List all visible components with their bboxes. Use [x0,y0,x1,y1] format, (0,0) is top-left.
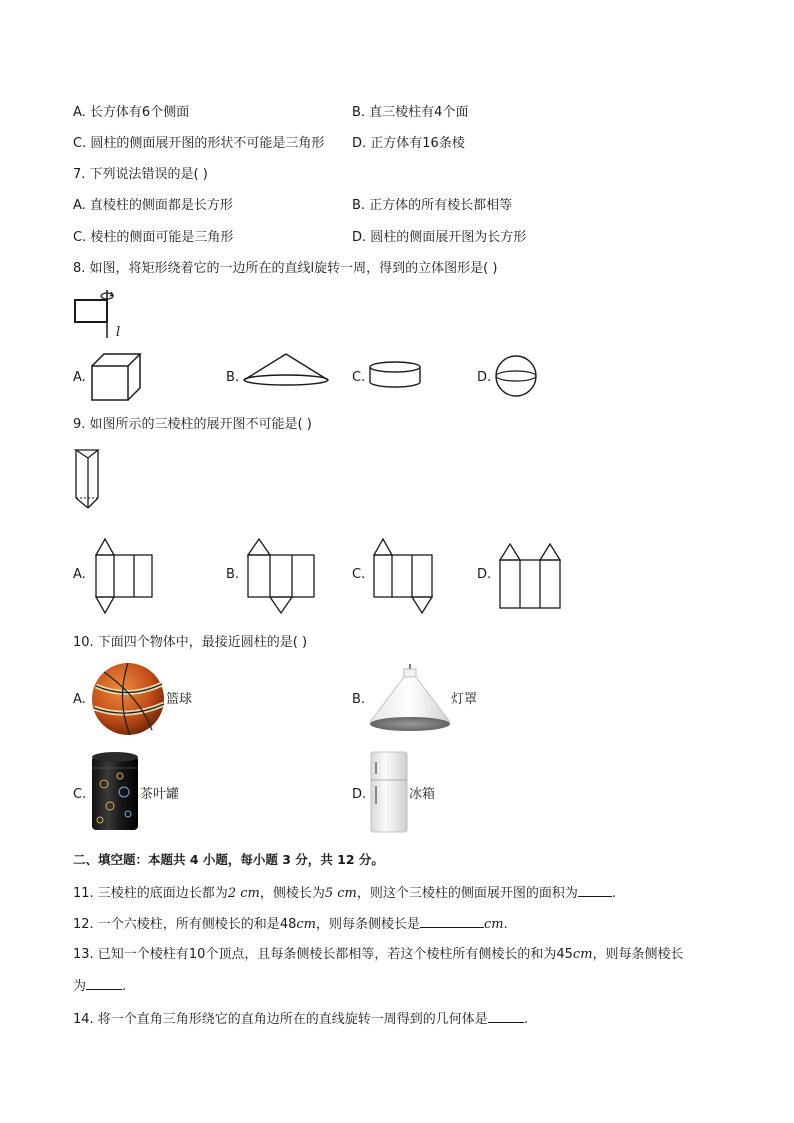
q9-prism-figure [72,446,106,514]
q11-text: 11. 三棱柱的底面边长都为2 cm，侧棱长为5 cm，则这个三棱柱的侧面展开图的面积为 . [73,886,617,901]
q10-option-b-label: B. [352,692,366,707]
q10-option-d-name: 冰箱 [409,787,436,802]
basketball-image [88,660,168,738]
q13-answer-blank[interactable] [86,977,122,990]
tea-canister-image [90,750,140,834]
q8-stem: 8. 如图，将矩形绕着它的一边所在的直线l旋转一周，得到的立体图形是( ) [73,261,498,276]
q8-option-d-label: D. [477,370,492,385]
q9-option-c-label: C. [352,567,366,582]
q8-rectangle-figure [70,286,130,342]
q8-cube-figure [88,350,143,405]
q10-option-b-name: 灯罩 [451,692,478,707]
q9-net-b-figure [244,535,318,617]
q10-option-c-label: C. [73,787,87,802]
q9-option-d-label: D. [477,567,492,582]
q8-option-a-label: A. [73,370,86,385]
q7-option-d: D. 圆柱的侧面展开图为长方形 [352,230,527,245]
q9-stem: 9. 如图所示的三棱柱的展开图不可能是( ) [73,417,312,432]
q14-text: 14. 将一个直角三角形绕它的直角边所在的直线旋转一周得到的几何体是 . [73,1012,528,1027]
q9-net-d-figure [496,540,564,612]
q14-answer-blank[interactable] [488,1010,524,1023]
q7-option-c: C. 棱柱的侧面可能是三角形 [73,230,234,245]
q6-option-a: A. 长方体有6个侧面 [73,105,190,120]
refrigerator-image [368,750,410,834]
q8-option-b-label: B. [226,370,240,385]
q7-stem: 7. 下列说法错误的是( ) [73,167,208,182]
q9-net-c-figure [370,535,436,617]
section-2-title: 二、填空题：本题共 4 小题，每小题 3 分，共 12 分。 [73,852,384,867]
q6-option-b: B. 直三棱柱有4个面 [352,105,469,120]
q8-axis-label: l [116,325,121,340]
q7-option-b: B. 正方体的所有棱长都相等 [352,198,513,213]
q13-text-line2: 为 . [73,979,127,994]
q10-option-c-name: 茶叶罐 [140,787,180,802]
q9-option-b-label: B. [226,567,240,582]
q12-text: 12. 一个六棱柱，所有侧棱长的和是48cm，则每条侧棱长是 cm. [73,917,508,932]
q9-option-a-label: A. [73,567,86,582]
lampshade-image [368,664,452,736]
q8-option-c-label: C. [352,370,366,385]
q10-option-a-label: A. [73,692,86,707]
q8-cylinder-figure [368,360,424,390]
q12-answer-blank[interactable] [420,915,484,928]
q13-text: 13. 已知一个棱柱有10个顶点，且每条侧棱长都相等，若这个棱柱所有侧棱长的和为45cm，则每条侧棱长 [73,947,684,962]
q10-option-a-name: 篮球 [166,692,193,707]
q7-option-a: A. 直棱柱的侧面都是长方形 [73,198,233,213]
q10-option-d-label: D. [352,787,367,802]
q6-option-d: D. 正方体有16条棱 [352,136,465,151]
q9-net-a-figure [92,535,156,617]
q8-sphere-figure [494,354,540,400]
q8-cone-figure [240,350,330,390]
q11-answer-blank[interactable] [578,884,612,897]
q10-stem: 10. 下面四个物体中，最接近圆柱的是( ) [73,635,308,650]
q6-option-c: C. 圆柱的侧面展开图的形状不可能是三角形 [73,136,325,151]
